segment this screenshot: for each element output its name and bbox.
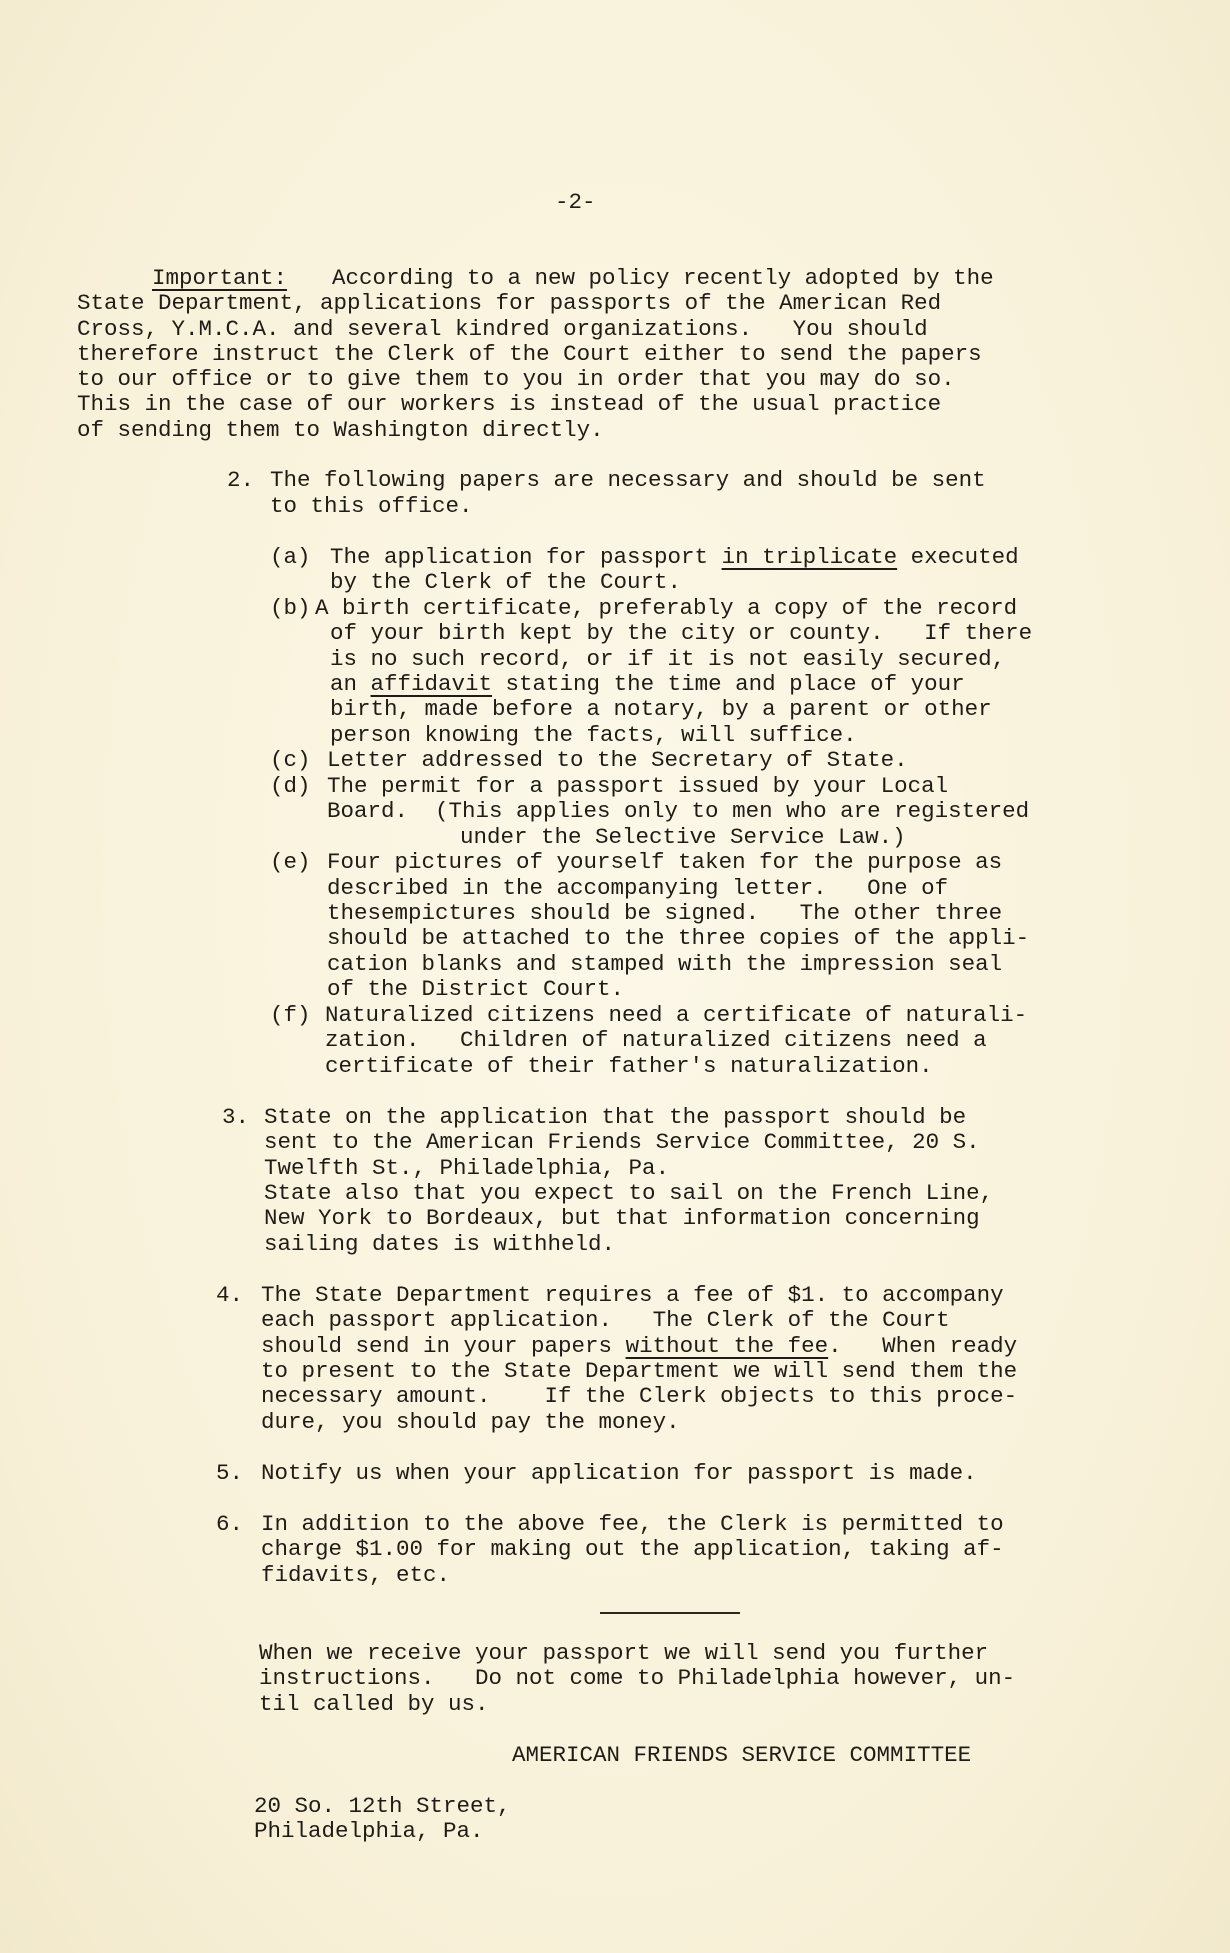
item-2e-line-5: cation blanks and stamped with the impression seal <box>327 951 1003 977</box>
closing-line-1: When we receive your passport we will send you further <box>259 1640 989 1666</box>
item-2e-line-4: should be attached to the three copies of the appli- <box>327 925 1030 951</box>
page-number: -2- <box>555 189 596 215</box>
item-2a-line-2: by the Clerk of the Court. <box>330 569 682 595</box>
item-4-line-5: necessary amount. If the Clerk objects to this proce- <box>261 1383 1018 1409</box>
item-5-number: 5. <box>216 1460 244 1486</box>
item-2b-line-1: A birth certificate, preferably a copy of the record <box>315 595 1018 621</box>
item-2a-marker: (a) <box>270 544 311 570</box>
item-4-line-4: to present to the State Department we will send them the <box>261 1358 1018 1384</box>
item-5-line-1: Notify us when your application for passport is made. <box>261 1460 977 1486</box>
item-2a-underline: in triplicate <box>721 544 898 570</box>
item-2b-line-5: birth, made before a notary, by a parent or other <box>330 696 992 722</box>
item-2b-marker: (b) <box>270 595 311 621</box>
item-4-line-3: should send in your papers without the fee. When ready <box>261 1333 1018 1359</box>
important-line-1: According to a new policy recently adopted by the <box>332 265 994 291</box>
important-line-3: Cross, Y.M.C.A. and several kindred organizations. You should <box>77 316 928 342</box>
item-4-line-6: dure, you should pay the money. <box>261 1409 680 1435</box>
item-2d-marker: (d) <box>270 773 311 799</box>
item-3-number: 3. <box>222 1104 250 1130</box>
item-2b-line-6: person knowing the facts, will suffice. <box>330 722 857 748</box>
closing-line-3: til called by us. <box>259 1691 489 1717</box>
item-2b-line-4: an affidavit stating the time and place of your <box>330 671 965 697</box>
item-2f-line-2: zation. Children of naturalized citizens need a <box>325 1027 987 1053</box>
item-2d-line-2: Board. (This applies only to men who are registered <box>327 798 1030 824</box>
item-4-underline: without the fee <box>625 1333 829 1359</box>
item-2e-line-6: of the District Court. <box>327 976 625 1002</box>
important-line-2: State Department, applications for passports of the American Red <box>77 290 942 316</box>
item-4-line-2: each passport application. The Clerk of the Court <box>261 1307 950 1333</box>
item-3-line-2: sent to the American Friends Service Committee, 20 S. <box>264 1129 980 1155</box>
item-2a-line-1: The application for passport in triplicate executed <box>330 544 1019 570</box>
item-6-line-2: charge $1.00 for making out the application, taking af- <box>261 1536 1004 1562</box>
closing-line-2: instructions. Do not come to Philadelphia however, un- <box>259 1665 1016 1691</box>
item-2e-line-1: Four pictures of yourself taken for the purpose as <box>327 849 1003 875</box>
item-3-line-5: New York to Bordeaux, but that information concerning <box>264 1205 980 1231</box>
item-2d-line-3: under the Selective Service Law.) <box>460 824 906 850</box>
important-line-5: to our office or to give them to you in order that you may do so. <box>77 366 955 392</box>
item-3-line-1: State on the application that the passport should be <box>264 1104 967 1130</box>
item-3-line-4: State also that you expect to sail on the French Line, <box>264 1180 994 1206</box>
item-3-line-6: sailing dates is withheld. <box>264 1231 616 1257</box>
item-2-line-2: to this office. <box>270 493 473 519</box>
important-label: Important: <box>152 265 288 291</box>
address-line-2: Philadelphia, Pa. <box>254 1818 484 1844</box>
item-2e-line-3: thesempictures should be signed. The other three <box>327 900 1003 926</box>
important-line-7: of sending them to Washington directly. <box>77 417 604 443</box>
item-2e-line-2: described in the accompanying letter. One of <box>327 875 949 901</box>
item-2f-line-3: certificate of their father's naturalization. <box>325 1053 933 1079</box>
section-divider <box>600 1612 740 1614</box>
signature: AMERICAN FRIENDS SERVICE COMMITTEE <box>512 1742 972 1768</box>
item-2-line-1: The following papers are necessary and should be sent <box>270 467 986 493</box>
item-2f-line-1: Naturalized citizens need a certificate of naturali- <box>325 1002 1028 1028</box>
item-4-line-1: The State Department requires a fee of $1. to accompany <box>261 1282 1004 1308</box>
item-2b-line-2: of your birth kept by the city or county. If there <box>330 620 1033 646</box>
item-6-line-3: fidavits, etc. <box>261 1562 451 1588</box>
item-2f-marker: (f) <box>270 1002 311 1028</box>
item-6-number: 6. <box>216 1511 244 1537</box>
item-3-line-3: Twelfth St., Philadelphia, Pa. <box>264 1155 670 1181</box>
address-line-1: 20 So. 12th Street, <box>254 1793 511 1819</box>
important-line-4: therefore instruct the Clerk of the Court either to send the papers <box>77 341 982 367</box>
item-2c-line-1: Letter addressed to the Secretary of State. <box>327 747 908 773</box>
item-2c-marker: (c) <box>270 747 311 773</box>
item-6-line-1: In addition to the above fee, the Clerk is permitted to <box>261 1511 1004 1537</box>
item-2-number: 2. <box>227 467 255 493</box>
item-2b-line-3: is no such record, or if it is not easily secured, <box>330 646 1006 672</box>
important-line-6: This in the case of our workers is instead of the usual practice <box>77 391 942 417</box>
item-4-number: 4. <box>216 1282 244 1308</box>
item-2d-line-1: The permit for a passport issued by your Local <box>327 773 949 799</box>
item-2e-marker: (e) <box>270 849 311 875</box>
item-2b-underline: affidavit <box>370 671 493 697</box>
